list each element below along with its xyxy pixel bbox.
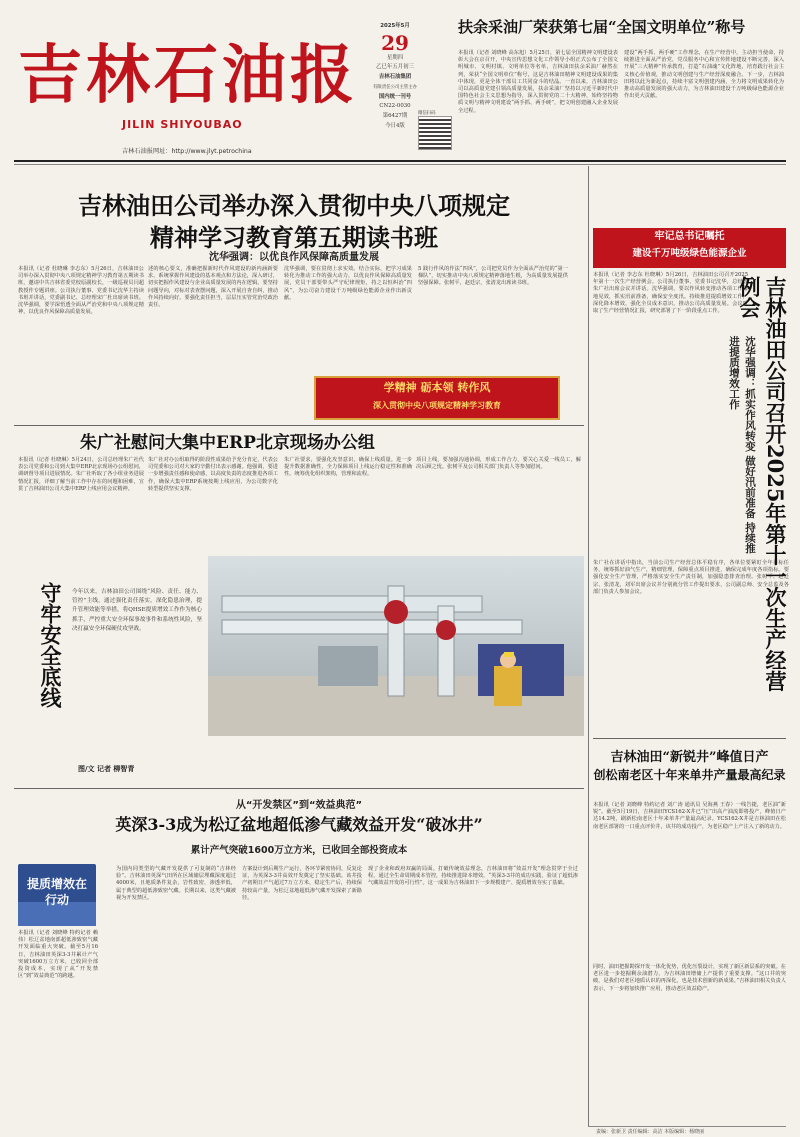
- qr-label: 微信扫码: [418, 111, 436, 116]
- lead-subtitle: 沈华强调：以优良作风保障高质量发展: [209, 252, 379, 263]
- masthead-divider-thin: [14, 164, 786, 165]
- photo-feature-caption: 今年以来，吉林油田公司围绕“风险、责任、能力、管控”主线，通过强化责任落实，深化隐患治理，提升管理效能等举措，将QHSE提质增效工作作为核心抓手，严控重大安全环保事故事件和系统性风险，坚决打赢安全环保硬仗攻坚战。: [72, 589, 202, 632]
- photo-feature: [18, 556, 584, 786]
- date-block: [372, 22, 418, 131]
- story2-col1: 本报讯（记者 杜晓琳）5月24日，公司总经理朱广社代表公司党委和公司到大集中ERP北京现场办公组慰问，调研督导项目进展情况。朱广社听取了各小组业务进展情况汇报，详细了解当前工作中存在的问题和困难，宣贯了吉林油田公司大集中ERP上线应用会议精神。: [18, 457, 144, 492]
- masthead: [0, 0, 800, 160]
- top-story-title: 扶余采油厂荣获第七届“全国文明单位”称号: [458, 18, 746, 36]
- date-lunar: 乙巳年五月初三: [376, 64, 414, 71]
- story2-title: 朱广社慰问大集中ERP北京现场办公组: [80, 433, 375, 453]
- story3-divider: [14, 788, 584, 789]
- story3-title: 英深3-3成为松辽盆地超低渗气藏效益开发“破冰井”: [115, 815, 483, 834]
- story2-col3: 朱广社要求，要强化攻坚意识，确保上线质量。进一步提升数据准确性，全力保障项目上线运行稳定性和准确性。统筹优化组织架构，管理和流程。: [284, 457, 412, 478]
- action-tag-label: 提质增效在行动: [26, 877, 87, 907]
- side-col1: 本报讯（记者 李志东 杜晓琳）5月26日，吉林油田公司召开2025年第十一次生产经营例会。公司执行董事、党委书记沈华，总经理朱广社出席会议并讲话。沈华强调，要以作风转变推动各项工作落地见效，抓实汛前准备，确保安全度汛。持续推进提质增效工作，深化降本增效，强化全员成本意识，推动公司高质量发展。会议听取了生产经营情况汇报，研究部署了下一阶段重点工作。: [593, 272, 748, 315]
- side-subtitle: 沈华强调：抓实作风转变 做好汛前准备 持续推进提质增效工作: [728, 336, 756, 554]
- lead-col3: 沈华强调，要在贯彻上求实效。结合实际，把学习成果转化为推动工作的强大动力，以优良作风保障高质量发展，党员干部要带头严守纪律规矩，持之以恒纠治“四风”，为公司奋力建设千万吨级绿色能源企业作出新贡献。: [284, 266, 412, 301]
- date-year-month: 2025年5月: [380, 23, 410, 29]
- right-column-rule: [588, 166, 589, 1126]
- story2-col2: 朱广社对办公组取得的阶段性成果给予充分肯定，代表公司党委和公司对大家的辛勤付出表示感谢。他强调，要进一步增强责任感和使命感，以高度负责的态度推进各项工作，确保大集中ERP系统按期上线应用，为公司数字化转型提供坚实支撑。: [148, 457, 278, 492]
- story4-title-line2: 创松南老区十年来单井产量最高纪录: [593, 768, 786, 782]
- lead-divider: [14, 425, 584, 426]
- qr-code[interactable]: [418, 116, 452, 150]
- side-col2: 朱广社在讲话中指出，当前公司生产经营总体平稳有序，各单位要紧盯全年目标任务，统筹抓好油气生产，精细管理，保障重点项目推进，确保完成年度各项指标。要强化安全生产管理，严格落实安全生产责任制，加强隐患排查治理。张树平、赵廷宗、张清龙，刘军出席会议并分别就分管工作提出要求，公司副总师、安全总监及各部门负责人参加会议。: [593, 560, 789, 595]
- footer-editors: 责编：张新卫 责任编辑：高洁 本版编辑：杨晓丽: [596, 1129, 705, 1135]
- study-banner: [314, 376, 560, 420]
- story3-col3: 方案设计到后期生产运行，各环节紧密协同，反复论证，为英深3-3井高效开发奠定了坚实基础。该井投产初期日产气超过7万立方米，稳定生产后，持续保持较高产量，为松辽盆地超低渗气藏开发探索了新路径。: [242, 866, 362, 901]
- photo-credit: 图/文 记者 柳智青: [78, 765, 135, 773]
- story3-col4: 现了企业和政府双赢的局面。打破传统效益理念，吉林油田将“效益开发”理念贯穿于全过程，通过全生命周期成本管控，持续推进降本增效，“英深3-3井的成功实践，验证了超低渗气藏效益开发的可行性”。这一成果为吉林油田下一步规模建产、提质增效夯实了基础。: [368, 866, 578, 887]
- date-weekday: 星期四: [386, 54, 404, 61]
- side-title: 吉林油田公司召开2025年第十一次生产经营例会: [737, 276, 788, 692]
- issue-number: 第6427期: [382, 112, 408, 119]
- photo-main-illustration: [208, 556, 584, 736]
- page-count: 今日4版: [385, 122, 405, 129]
- story3-col2: 为国内同类型的气藏开发提供了可复制的“吉林经验”。吉林油田英深气田所在区域储层埋藏深度超过4000米，且地质条件复杂，岩性致密，渗透率低，属于典型的超低渗致密气藏。长期以来，这类气藏被视为开发禁区。: [116, 866, 236, 901]
- story4-col1: 本报讯（记者 刘晓峰 特约记者 刘广涛 通讯员 吴海燕 王春）一线告捷，老区油“新锐”。截至5月19日，吉林油田YCS162-X井已“压”出高产油流即将投产，峰值日产达14.2吨，刷新松南老区十年来单井产量最高纪录。YCS162-X井是吉林油田在松南老区部署的一口重点评价井，该井的成功投产，为老区稳产上产注入了新的动力。: [593, 802, 786, 830]
- cn-code: CN22-0030: [379, 103, 411, 110]
- masthead-website[interactable]: 吉林石油报网址：http://www.jlyt.petrochina: [122, 148, 252, 155]
- story4-title-line1: 吉林油田“新锐井”峰值日产: [610, 750, 769, 765]
- side-banner-line1: 牢记总书记嘱托: [654, 231, 725, 242]
- date-day: 29: [381, 30, 409, 55]
- lead-col1: 本报讯（记者 杜晓琳 李志东）5月26日，吉林油田公司举办深入贯彻中央八项规定精神学习教育第五期读书班，邀请中共吉林省委党校原副校长，一级巡视员闫超教授作专题讲座。公司执行董事、党委书记沈华主持读书班并讲话，党委副书记、总经理宋广杜出席读书班。沈华强调，要学深悟透全面从严治党和中央八项规定精神，以优良作风保障高质量发展。: [18, 266, 144, 316]
- organizer: 有限责任公司主管主办: [373, 84, 417, 90]
- action-tag: [18, 864, 96, 926]
- lead-col4: 5 践行作风的作法“四风”，公司把党员作为全面从严治党的“第一梯队”，切实推动中央八项规定精神落地生根，为高质量发展提供坚强保障。张树平，赵廷宗，张清龙出席读书班。: [418, 266, 568, 287]
- story4-col2: 同时，油田把握勘探开发一体化优势，优化压裂设计，实现了新区新层系的突破。在老区进一步挖掘剩余油潜力，为吉林油田增储上产提供了重要支撑。“这口井的突破，是我们对老区地质认识的再深化，也是技术创新的新成果。”吉林油田相关负责人表示，下一步将加快推广应用，推动老区效益稳产。: [593, 964, 786, 992]
- lead-col2: 述的核心要义，准确把握新时代作风建设的新内涵新要求，系统掌握作风建设的基本观点和方法论，深入研讨，切实把握作风建设与企业高质量发展的内在逻辑。要坚持问题导向，对标对表查摆问题，深入开展自查自纠，推动作风持续向好。要强化责任担当，层层压实管党治党政治责任。: [148, 266, 278, 309]
- lead-title-line1: 吉林油田公司举办深入贯彻中央八项规定: [78, 191, 510, 220]
- issuer: 吉林石油集团: [378, 74, 412, 81]
- story3-subtitle: 累计产气突破1600万立方米，已收回全部投资成本: [190, 845, 408, 856]
- masthead-divider: [14, 160, 786, 162]
- masthead-title: 吉林石油报: [18, 38, 358, 113]
- side-banner: [593, 228, 786, 268]
- story4-divider: [593, 738, 786, 739]
- top-story-col1: 本报讯（记者 刘晓峰 高东旭）5月25日，第七届全国精神文明建设表彰大会在京召开，中央宣传思想文化工作领导小组正式公布了全国文明城市、文明村镇、文明单位等名单，吉林油田扶余采油厂赫然在列，荣获“全国文明单位”称号，这是吉林油田精神文明建设成果的集中体现，更是全体干部员工共同奋斗的结晶。一直以来，吉林油田公司以高质量党建引领高质量发展，扶余采油厂坚持以习近平新时代中国特色社会主义思想为指导，深入贯彻党的二十大精神，始终坚持物质文明与精神文明建设“两手抓、两手硬”，把文明创建融入企业发展全过程。: [458, 50, 618, 114]
- photo-main: [208, 556, 584, 736]
- study-banner-line1: 学精神 砺本领 转作风: [383, 381, 491, 394]
- top-story-col2: 建设“两手抓、两手硬”工作理念，在生产经营中，主动担当使命，持续推进全面从严治党，党员服务中心和宣传阵地建设不断完善，深入开展“三大精神”传承教育，打造“石油魂”文化阵地，培育践行社会主义核心价值观，推动文明创建与生产经营深度融合。下一步，吉林油田将以此为新起点，持续丰富文明创建内涵，全力将文明成果转化为推动高质量发展的强大动力，为吉林油田建设千万吨级绿色能源企业作出更大贡献。: [624, 50, 784, 100]
- story2-col4: 项目上线，要加强沟通协调，形成工作合力，要关心关爱一线员工，解决后顾之忧。张树平及公司相关部门负责人等参加慰问。: [416, 457, 581, 471]
- study-banner-line2: 深入贯彻中央八项规定精神学习教育: [373, 400, 501, 410]
- cn-label: 国内统一刊号: [378, 93, 412, 100]
- side-banner-line2: 建设千万吨级绿色能源企业: [632, 248, 747, 259]
- story3-kicker: 从“开发禁区”到“效益典范”: [235, 800, 363, 811]
- photo-feature-title: 守牢安全底线: [38, 582, 63, 708]
- lead-title-line2: 精神学习教育第五期读书班: [150, 223, 438, 252]
- masthead-pinyin: JILIN SHIYOUBAO: [122, 118, 243, 131]
- footer-rule: [588, 1126, 786, 1127]
- story3-col1: 本报讯（记者 刘晓峰 特约记者 赖伟）松辽盆地南部超低渗致密气藏开发面临重大突破。截至5月16日，吉林油田英深3-3井累计产气突破1600万立方米，已收回全部投资成本，实现了从“开发禁区”到“效益典范”的跨越。: [18, 930, 98, 980]
